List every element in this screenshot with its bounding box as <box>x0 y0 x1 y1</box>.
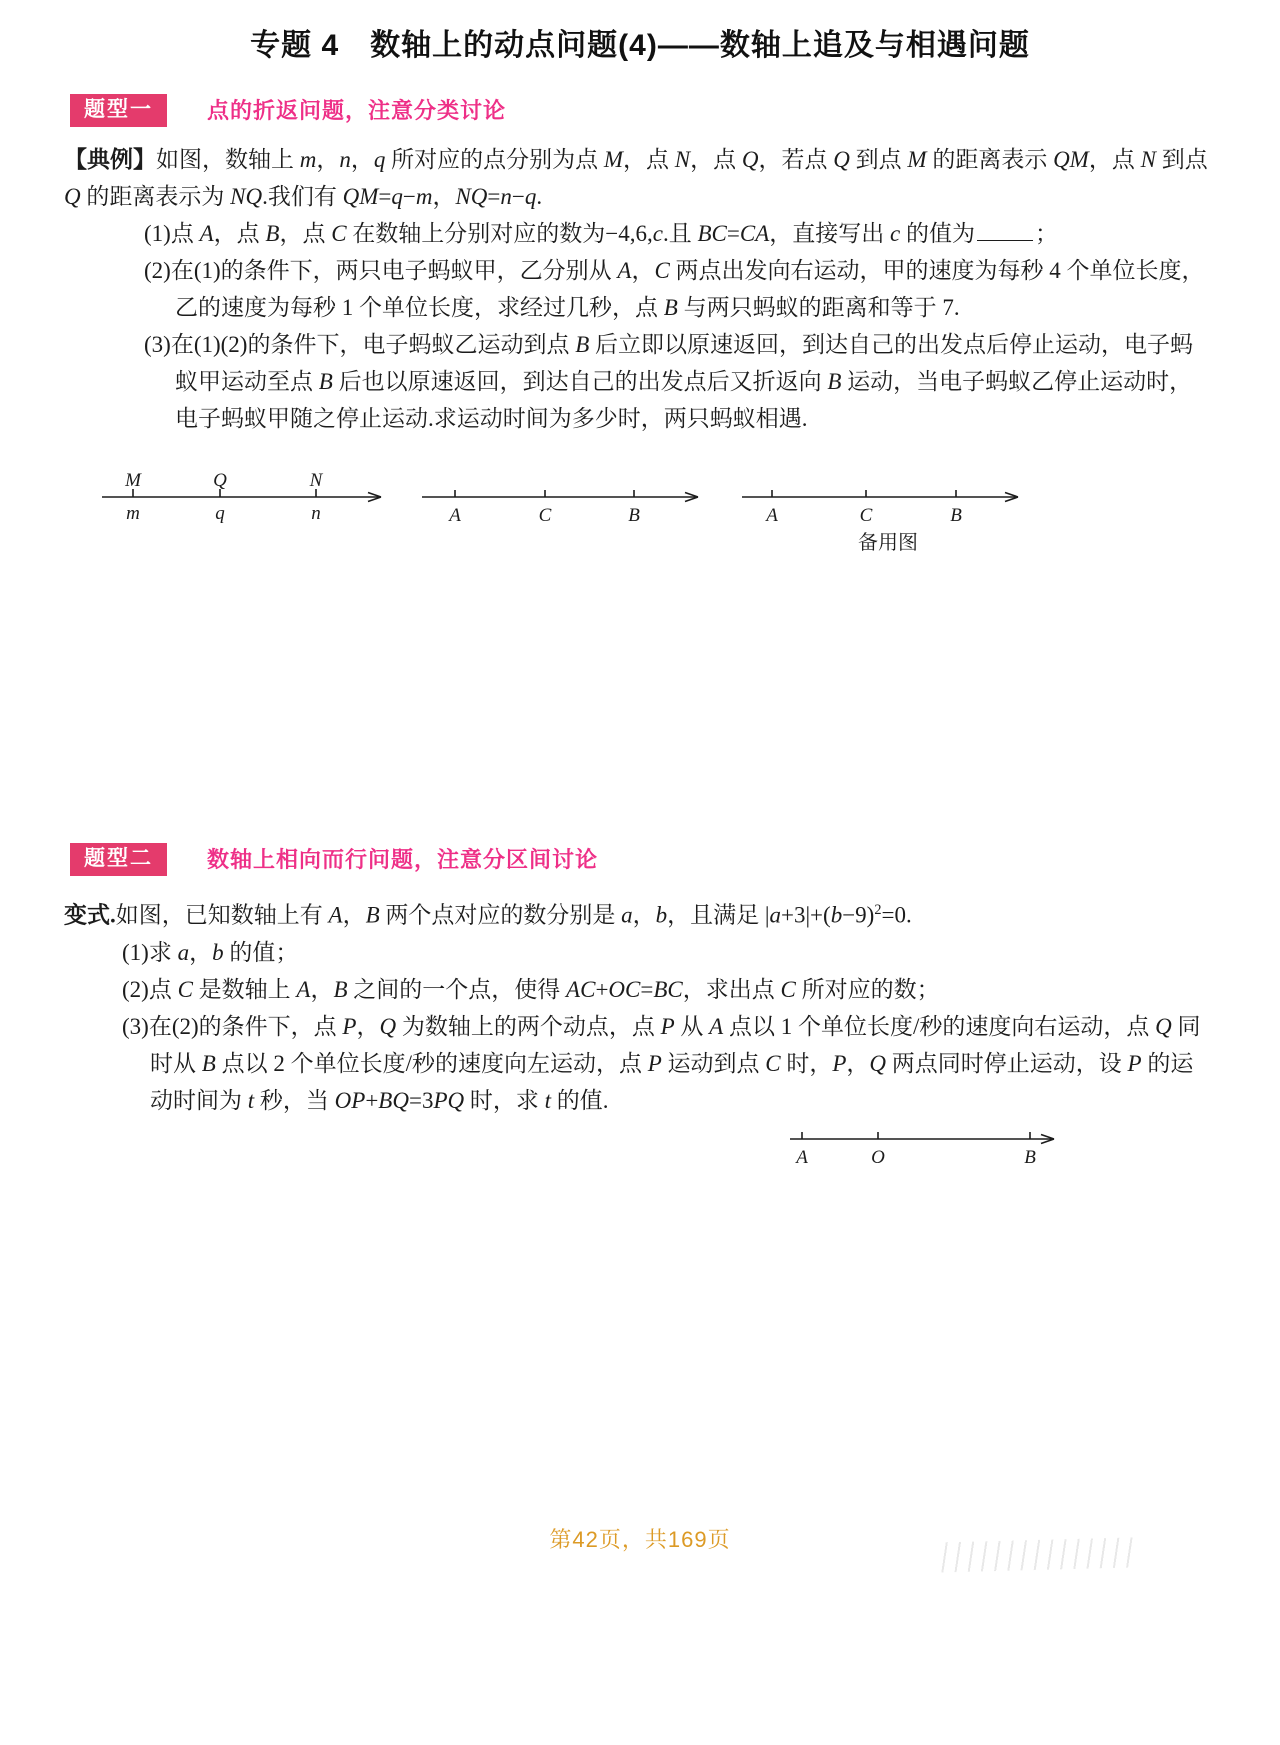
section2-header <box>70 843 1280 876</box>
point-label-Q: Q <box>213 473 227 491</box>
page-footer: 第42页，共169页 <box>549 1527 731 1552</box>
number-line-aob <box>788 1129 1078 1173</box>
point-label-C: C <box>538 505 552 526</box>
page-title: 专题 4 数轴上的动点问题(4)——数轴上追及与相遇问题 <box>250 29 1030 62</box>
variant-item-3: (3)在(2)的条件下，点 P，Q 为数轴上的两个动点，点 P 从 A 点以 1 个单位长度/秒的速度向右运动，点 Q 同时从 B 点以 2 个单位长度/秒的速度向左运动，点 P 运动到点 C 时，P，Q 两点同时停止运动，设 P 的运动时间为 t 秒，当 OP+BQ=3PQ 时，求 t 的值. <box>122 1013 1201 1113</box>
spare-diagram-caption: 备用图 <box>858 532 918 554</box>
coord-label-q: q <box>215 503 225 524</box>
point-label-M: M <box>125 473 141 491</box>
point-label-O: O <box>871 1146 885 1168</box>
section2-badge: 题型二 <box>70 843 167 876</box>
coord-label-n: n <box>311 503 321 524</box>
section1-header <box>70 94 1280 127</box>
point-label-C: C <box>859 505 873 526</box>
example-intro: 【典例】如图，数轴上 m，n，q 所对应的点分别为点 M，点 N，点 Q，若点 Q 到点 M 的距离表示 QM，点 N 到点 Q 的距离表示为 NQ.我们有 QM=q−m，NQ=n−q. <box>64 147 1208 209</box>
number-line-diagrams <box>0 473 1280 599</box>
point-label-N: N <box>309 473 323 491</box>
section1-badge: 题型一 <box>70 94 167 127</box>
section2-heading: 数轴上相向而行问题，注意分区间讨论 <box>207 846 599 872</box>
coord-label-m: m <box>126 503 140 524</box>
example-item-2: (2)在(1)的条件下，两只电子蚂蚁甲，乙分别从 A，C 两点出发向右运动，甲的速度为每秒 4 个单位长度，乙的速度为每秒 1 个单位长度，求经过几秒，点 B 与两只蚂蚁的距离和等于 7. <box>144 258 1205 320</box>
section1-heading: 点的折返问题，注意分类讨论 <box>207 97 507 123</box>
point-label-B: B <box>950 505 962 526</box>
example-item-3: (3)在(1)(2)的条件下，电子蚂蚁乙运动到点 B 后立即以原速返回，到达自己的出发点后停止运动，电子蚂蚁甲运动至点 B 后也以原速返回，到达自己的出发点后又折返向 B 运动，当电子蚂蚁乙停止运动时，电子蚂蚁甲随之停止运动.求运动时间为多少时，两只蚂蚁相遇. <box>144 332 1194 431</box>
point-label-A: A <box>449 505 461 526</box>
variant-intro: 变式.如图，已知数轴上有 A，B 两个点对应的数分别是 a，b，且满足 $|a+3|+(b-9)^2=0$. <box>64 902 912 928</box>
example-item-1: (1)点 A，点 B，点 C 在数轴上分别对应的数为−4,6,c.且 BC=CA，直接写出 c 的值为 ； <box>64 215 1210 252</box>
number-line-acb-2 <box>740 487 1040 557</box>
point-label-B: B <box>1024 1146 1036 1168</box>
number-line-aob-wrap <box>788 1129 1078 1178</box>
point-label-A: A <box>766 505 778 526</box>
number-line-acb-1 <box>420 487 720 531</box>
point-label-B: B <box>628 505 640 526</box>
number-line-mqn <box>100 473 400 537</box>
variant-item-1: (1)求 a，b 的值； <box>122 939 299 965</box>
point-label-A: A <box>796 1146 808 1168</box>
faint-pen-marks-icon <box>935 1537 1136 1572</box>
variant-item-2: (2)点 C 是数轴上 A，B 之间的一个点，使得 AC+OC=BC，求出点 C 所对应的数； <box>122 976 940 1002</box>
